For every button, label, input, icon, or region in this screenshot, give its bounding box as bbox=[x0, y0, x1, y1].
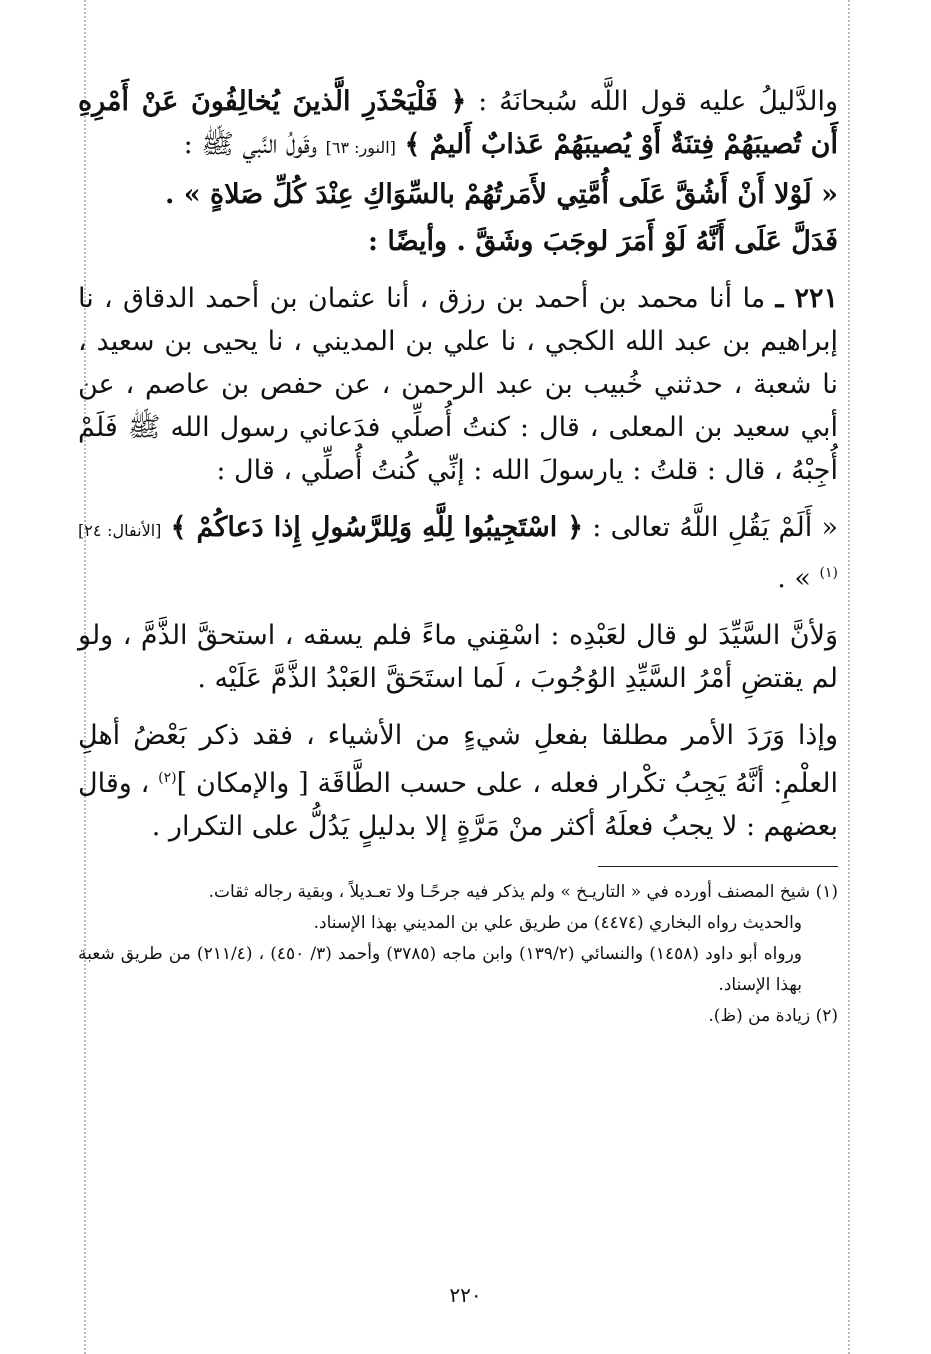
paragraph-text: والدَّليلُ عليه قول اللَّه سُبحانَهُ : bbox=[466, 86, 838, 117]
paragraph-conclusion: فَدَلَّ عَلَى أَنَّهُ لَوْ أَمَرَ لوجَبَ وشَقَّ . وأيضًا : bbox=[368, 226, 838, 257]
footnote-2: (٢) زيادة من (ظ). bbox=[708, 1006, 838, 1026]
paragraph-text: ، وقال بعضهم : لا يجبُ فعلَهُ أكثر منْ مَرَّةٍ إلا بدليلٍ يَدُلُّ على التكرار . bbox=[78, 768, 838, 842]
footnote-marker: (٢) bbox=[158, 770, 177, 786]
hadith-chain-text: ما أنا محمد بن أحمد بن رزق ، أنا عثمان بن أحمد الدقاق ، نا إبراهيم بن عبد الله الكجي ، نا علي بن المديني ، نا يحيى بن سعيد ، نا شعبة ، حدثني خُبيب بن عبد الرحمن ، عن حفص بن عاصم ، عن أبي سعيد بن المعلى ، قال : كنتُ أُصلِّي فدَعاني رسول الله ﷺ فَلَمْ أُجِبْهُ ، قال : قلتُ : يارسولَ الله : إنِّي كُنتُ أُصلِّي ، قال : bbox=[78, 283, 838, 486]
page-number: ٢٢٠ bbox=[449, 1283, 482, 1307]
verse-reference: [الأنفال: ٢٤] bbox=[78, 521, 162, 540]
hadith-221 bbox=[78, 277, 838, 492]
quran-verse: ﴿ اسْتَجِيبُوا لِلَّهِ وَلِلرَّسُولِ إِذا دَعاكُمْ ﴾ bbox=[170, 512, 584, 543]
paragraph-text: » . bbox=[777, 563, 820, 594]
footnote-divider bbox=[598, 866, 838, 867]
paragraph-evidence bbox=[78, 80, 838, 169]
footnote-bukhari: والحديث رواه البخاري (٤٤٧٤) من طريق علي بن المديني بهذا الإسناد. bbox=[313, 913, 802, 933]
hadith-number: ٢٢١ ـ bbox=[775, 283, 839, 314]
hadith-quote-istajibu bbox=[78, 506, 838, 600]
page-border-right bbox=[848, 0, 850, 1354]
verse-reference: [النور: ٦٣] bbox=[325, 138, 396, 157]
paragraph-master-servant: وَلأنَّ السَّيِّدَ لو قال لعَبْدِه : اسْقِني ماءً فلم يسقه ، استحقَّ الذَّمَّ ، ولو لم يقتضِ أمْرُ السَّيِّدِ الوُجُوبَ ، لَما استَحَقَّ العَبْدُ الذَّمَّ عَلَيْه . bbox=[78, 620, 838, 694]
footnote-other-sources: ورواه أبو داود (١٤٥٨) والنسائي (١٣٩/٢) وابن ماجه (٣٧٨٥) وأحمد (٣/ ٤٥٠) ، (٢١١/٤) من طريق شعبة بهذا الإسناد. bbox=[78, 944, 802, 995]
paragraph-text: وقَولُ النَّبي ﷺ : bbox=[183, 129, 326, 160]
page-body bbox=[78, 80, 838, 1032]
footnote-1: (١) شيخ المصنف أورده في « التاريـخ » ولم يذكر فيه جرحًـا ولا تعـديلاً ، وبقية رجاله ثقات. bbox=[208, 882, 838, 902]
paragraph-text: وإذا وَرَدَ الأمر مطلقا بفعلِ شيءٍ من الأشياء ، فقد ذكر بَعْضُ أهلِ العلْمِ: أنَّهُ يَجِبُ تكْرار فعله ، على حسب الطَّاقَة [ والإمكان ] bbox=[78, 720, 838, 799]
hadith-quote-siwak: « لَوْلا أَنْ أَشُقَّ عَلَى أُمَّتِي لأَمَرتُهُمْ بالسِّوَاكِ عِنْدَ كُلِّ صَلاةٍ » . bbox=[164, 179, 838, 210]
footnotes bbox=[78, 877, 838, 1032]
paragraph-text: « أَلَمْ يَقُلِ اللَّهُ تعالى : bbox=[583, 512, 838, 543]
paragraph-repetition bbox=[78, 714, 838, 848]
quran-verse: ﴿ فَلْيَحْذَرِ الَّذينَ يُخالِفُونَ عَنْ أَمْرِهِ أَن تُصيبَهُمْ فِتنَةٌ أَوْ يُصيبَهُمْ عَذابٌ أَليمٌ ﴾ bbox=[78, 86, 838, 160]
footnote-marker: (١) bbox=[819, 565, 838, 581]
